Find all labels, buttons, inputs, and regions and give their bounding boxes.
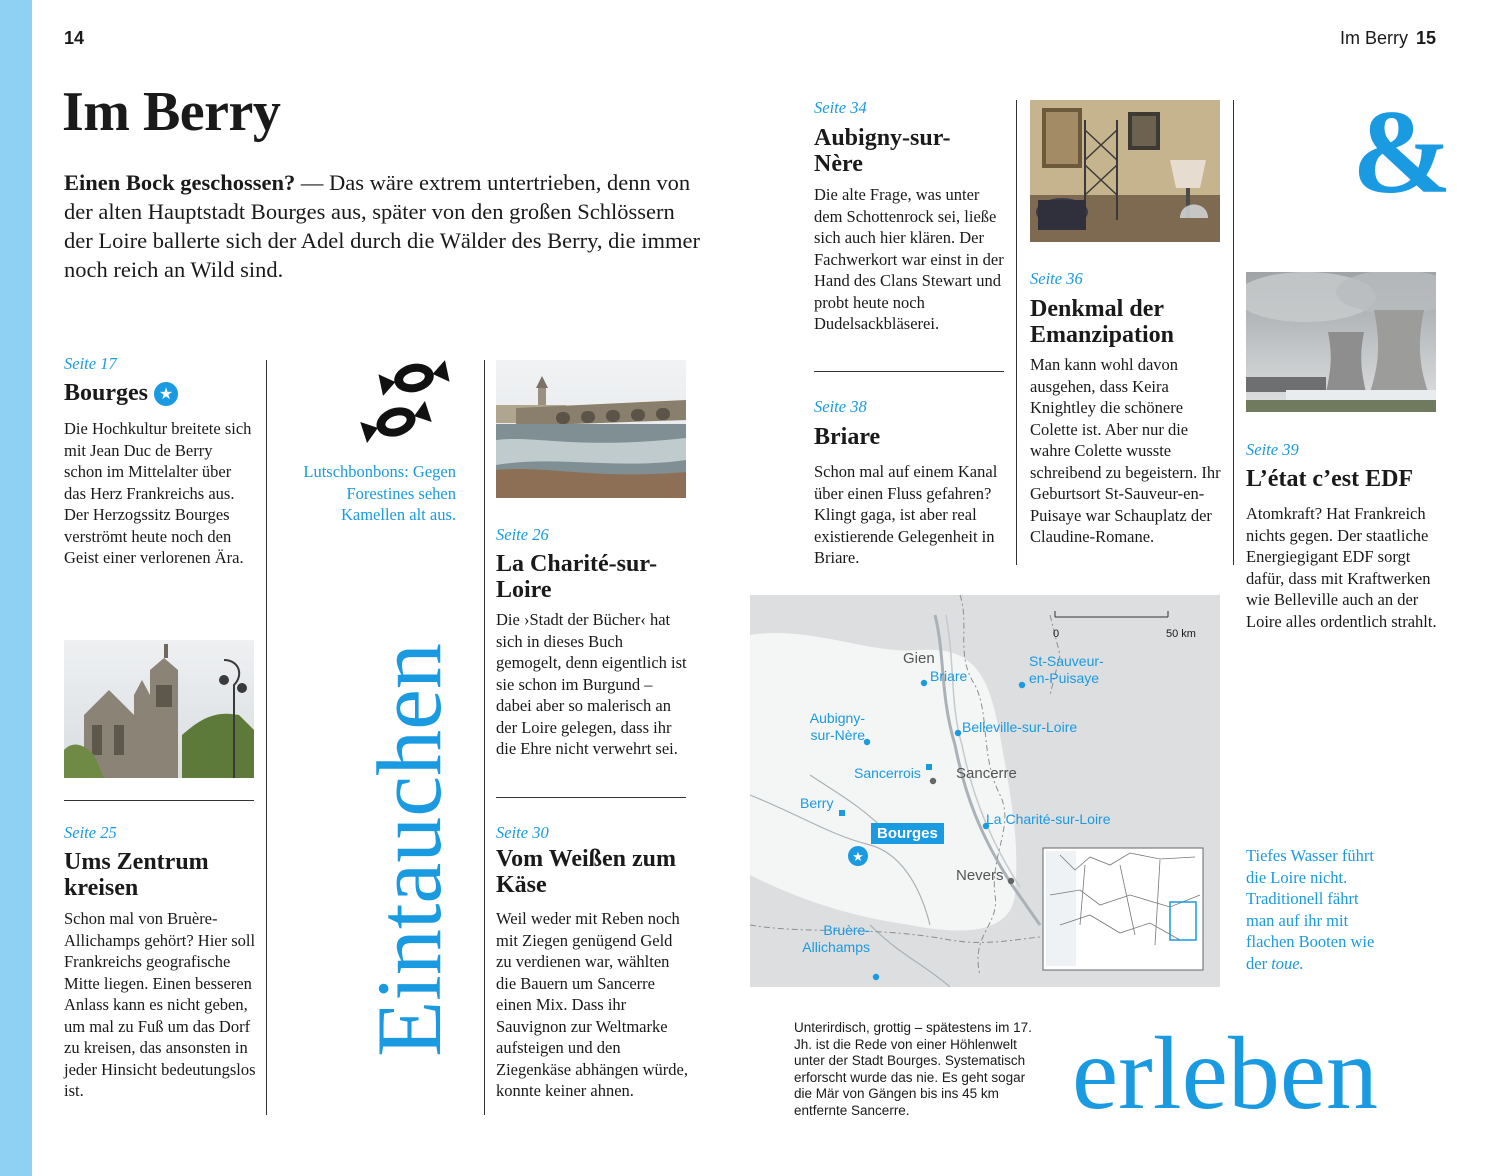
bourges-title: Bourges xyxy=(64,380,148,406)
loire-note-italic: toue. xyxy=(1271,953,1304,973)
left-edge-strip xyxy=(0,0,32,1176)
divider xyxy=(496,797,686,798)
charite-title: La Charité-sur-Loire xyxy=(496,551,658,603)
bourges-cathedral-photo xyxy=(64,640,254,778)
aubigny-text: Die alte Frage, was unter dem Schottenrock sei, ließe sich auch hier klären. Der Fachwerkort war einst in der Hand des Clans Stewart und probt heute noch Dudelsackbläserei. xyxy=(814,185,1004,333)
label-belleville: Belleville-sur-Loire xyxy=(962,719,1078,735)
divider xyxy=(64,800,254,801)
ampersand: & xyxy=(1352,85,1452,218)
label-bruere: Bruère-Allichamps xyxy=(802,922,870,955)
column-rule xyxy=(1016,100,1017,565)
vertical-word-box xyxy=(354,570,464,1130)
zentrum-page-ref: Seite 25 xyxy=(64,823,117,842)
intro-lead: Einen Bock geschossen? xyxy=(64,170,296,195)
region-map xyxy=(750,595,1220,987)
bourges-page-ref: Seite 17 xyxy=(64,354,117,373)
briare-page-ref: Seite 38 xyxy=(814,397,867,416)
divider xyxy=(814,371,1004,372)
vertical-word: Eintauchen xyxy=(358,643,460,1057)
edf-title: L’état c’est EDF xyxy=(1246,466,1414,492)
page-number-left: 14 xyxy=(64,28,85,48)
edf-page-ref: Seite 39 xyxy=(1246,440,1299,459)
loire-note xyxy=(1246,845,1378,974)
aubigny-page-ref: Seite 34 xyxy=(814,98,867,117)
edf-text: Atomkraft? Hat Frankreich nichts gegen. Der staatliche Energiegigant EDF sorgt dafür, dass mit Kraftwerken wie Belleville auch an der Loire alles ordentlich strahlt. xyxy=(1246,504,1437,631)
label-stsauveur: St-Sauveur-en-Puisaye xyxy=(1029,653,1104,686)
label-sancerre: Sancerre xyxy=(956,765,1017,782)
running-head: Im Berry xyxy=(1340,28,1409,48)
aubigny-title: Aubigny-sur-Nère xyxy=(814,125,951,177)
label-gien: Gien xyxy=(903,650,935,667)
bottom-word: erleben xyxy=(1072,1016,1379,1131)
label-bourges: Bourges xyxy=(871,823,944,844)
charite-text: Die ›Stadt der Bücher‹ hat sich in dieses Buch gemogelt, denn eigentlich ist sie schon im Burgund – dabei aber so malerisch an der Loire gelegen, dass ihr die Ehre nicht verwehrt sei. xyxy=(496,610,687,758)
intro-text: — Das wäre extrem untertrieben, denn von der alten Hauptstadt Bourges aus, später von den großen Schlössern der Loire ballerte sich der Adel durch die Wälder des Berry, die immer noch reich an Wild sind. xyxy=(64,170,700,282)
map-caption: Unterirdisch, grottig – spätestens im 17. Jh. ist die Rede von einer Höhlenwelt unter der Stadt Bourges. Systematisch erforscht wurde das nie. Es geht sogar die Mär von Gängen bis ins 45 km entfernte Sancerre. xyxy=(794,1020,1032,1118)
bourges-text: Die Hochkultur breitete sich mit Jean Duc de Berry schon im Mittelalter über das Herz Frankreichs aus. Der Herzogssitz Bourges verströmt heute noch den Geist einer verlorenen Ära. xyxy=(64,419,252,567)
column-rule xyxy=(484,360,485,1115)
candy-icon xyxy=(356,356,466,446)
label-sancerrois: Sancerrois xyxy=(854,765,921,781)
intro-paragraph xyxy=(64,168,704,284)
page-number-right: 15 xyxy=(1416,28,1437,48)
scale-end: 50 km xyxy=(1166,628,1196,640)
page-title: Im Berry xyxy=(62,81,281,143)
kaese-title: Vom Weißen zum Käse xyxy=(496,846,677,898)
candy-caption: Lutschbonbons: Gegen Forestines sehen Kamellen alt aus. xyxy=(303,462,456,524)
label-berry: Berry xyxy=(800,795,834,811)
denkmal-page-ref: Seite 36 xyxy=(1030,269,1083,288)
scale-start: 0 xyxy=(1053,628,1060,640)
kaese-page-ref: Seite 30 xyxy=(496,823,549,842)
label-charite: La Charité-sur-Loire xyxy=(986,811,1111,827)
colette-interior-photo xyxy=(1030,100,1220,242)
label-nevers: Nevers xyxy=(956,867,1004,884)
zentrum-text: Schon mal von Bruère-Allichamps gehört? Hier soll Frankreichs geografische Mitte liegen. Einen besseren Anlass kann es nicht geben, um mal zu Fuß um das Dorf zu kreisen, das ansonsten in jeder Hinsicht bedeutungslos ist. xyxy=(64,909,256,1100)
label-aubigny: Aubigny-sur-Nère xyxy=(809,710,865,743)
kaese-text: Weil weder mit Reben noch mit Ziegen genügend Geld zu verdienen war, wählten die Bauern um Sancerre einen Mix. Dass ihr Sauvignon zur Weltmarke aufsteigen und den Ziegenkäse abhängen würde, konnte keiner ahnen. xyxy=(496,909,688,1100)
star-icon: ★ xyxy=(852,850,864,865)
charite-page-ref: Seite 26 xyxy=(496,525,549,544)
denkmal-title: Denkmal der Emanzipation xyxy=(1030,296,1175,348)
denkmal-text: Man kann wohl davon ausgehen, dass Keira Knightley die schönere Colette ist. Aber nur die wahre Colette wusste schreibend zu begeistern. Ihr Geburtsort St-Sauveur-en-Puisaye war Schauplatz der Claudine-Romane. xyxy=(1030,355,1221,546)
star-icon: ★ xyxy=(154,382,178,406)
briare-title: Briare xyxy=(814,424,881,450)
power-plant-photo xyxy=(1246,272,1436,412)
loire-note-text: Tiefes Wasser führt die Loire nicht. Traditionell fährt man auf ihr mit flachen Booten wie der xyxy=(1246,846,1375,973)
briare-text: Schon mal auf einem Kanal über einen Fluss gefahren? Klingt gaga, ist aber real existierende Gelegenheit in Briare. xyxy=(814,462,998,567)
column-rule xyxy=(1233,100,1234,565)
bourges-heading xyxy=(64,380,178,406)
label-briare: Briare xyxy=(930,668,968,684)
charite-bridge-photo xyxy=(496,360,686,498)
column-rule xyxy=(266,360,267,1115)
zentrum-title: Ums Zentrum kreisen xyxy=(64,849,209,901)
